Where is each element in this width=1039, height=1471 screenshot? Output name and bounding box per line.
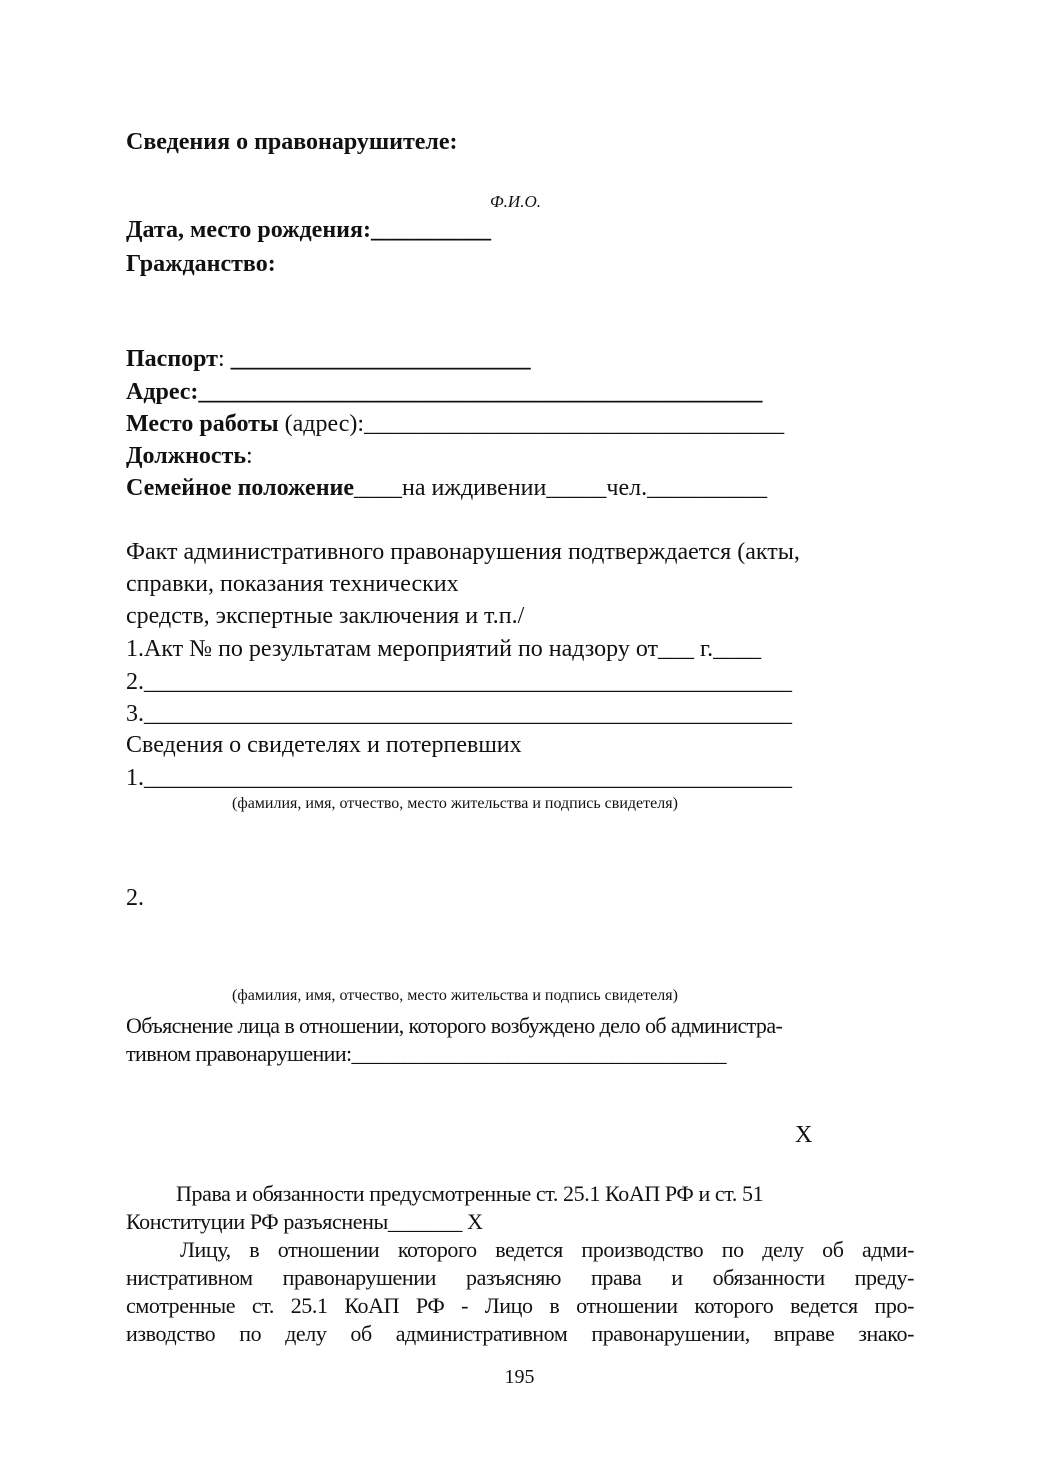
fact-item-3: 3.______________________________________________________ bbox=[126, 701, 792, 727]
work-line bbox=[126, 410, 784, 438]
work-label: Место работы bbox=[126, 411, 279, 437]
work-rest: (адрес):___________________________________ bbox=[278, 411, 785, 437]
x-mark: X bbox=[795, 1122, 813, 1148]
body-line-4: изводство по делу об административном правонарушении, вправе знако- bbox=[126, 1321, 914, 1346]
fio-caption: Ф.И.О. bbox=[490, 192, 541, 211]
family-line bbox=[126, 474, 767, 502]
page-number: 195 bbox=[504, 1366, 535, 1388]
citizenship-label: Гражданство: bbox=[126, 251, 276, 277]
fact-line-3: средств, экспертные заключения и т.п./ bbox=[126, 603, 525, 629]
section-heading: Сведения о правонарушителе: bbox=[126, 129, 458, 155]
address-blank: :_______________________________________________ bbox=[190, 379, 763, 405]
witness-caption-1: (фамилия, имя, отчество, место жительства и подпись свидетеля) bbox=[232, 795, 678, 812]
fact-line-1: Факт административного правонарушения подтверждается (акты, bbox=[126, 539, 800, 565]
rights-line-1: Права и обязанности предусмотренные ст. 25.1 КоАП РФ и ст. 51 bbox=[176, 1181, 764, 1206]
passport-label: Паспорт bbox=[126, 346, 218, 372]
rights-line-2: Конституции РФ разъяснены_______ X bbox=[126, 1209, 483, 1234]
passport-sep: : bbox=[217, 346, 231, 372]
position-line bbox=[126, 442, 253, 470]
witness-item-2: 2. bbox=[126, 885, 144, 911]
witness-caption-2: (фамилия, имя, отчество, место жительства и подпись свидетеля) bbox=[232, 987, 678, 1004]
body-line-3: смотренные ст. 25.1 КоАП РФ - Лицо в отношении которого ведется про- bbox=[126, 1293, 914, 1318]
fact-item-1: 1.Акт № по результатам мероприятий по надзору от___ г.____ bbox=[126, 636, 762, 662]
explanation-line-1: Объяснение лица в отношении, которого возбуждено дело об администра- bbox=[126, 1013, 783, 1038]
passport-line bbox=[126, 345, 531, 373]
witness-item-1: 1.______________________________________________________ bbox=[126, 765, 792, 791]
address-label: Адрес bbox=[126, 379, 191, 405]
explanation-line-2: тивном правонарушении:____________________________________ bbox=[126, 1041, 726, 1066]
fact-line-2: справки, показания технических bbox=[126, 571, 459, 597]
witnesses-heading: Сведения о свидетелях и потерпевших bbox=[126, 732, 522, 758]
address-line bbox=[126, 378, 762, 406]
position-rest: : bbox=[246, 443, 253, 469]
body-line-2: нистративном правонарушении разъясняю права и обязанности преду- bbox=[126, 1265, 914, 1290]
fact-item-2: 2.______________________________________________________ bbox=[126, 669, 792, 695]
birth-line bbox=[126, 216, 491, 244]
family-label: Семейное положение bbox=[126, 475, 355, 501]
family-rest: ____на иждивении_____чел.__________ bbox=[354, 475, 768, 501]
birth-label: Дата, место рождения: bbox=[126, 217, 371, 243]
body-line-1: Лицу, в отношении которого ведется производство по делу об адми- bbox=[180, 1237, 914, 1262]
birth-blank: __________ bbox=[370, 217, 491, 243]
passport-blank: _________________________ bbox=[230, 346, 531, 372]
position-label: Должность bbox=[126, 443, 247, 469]
